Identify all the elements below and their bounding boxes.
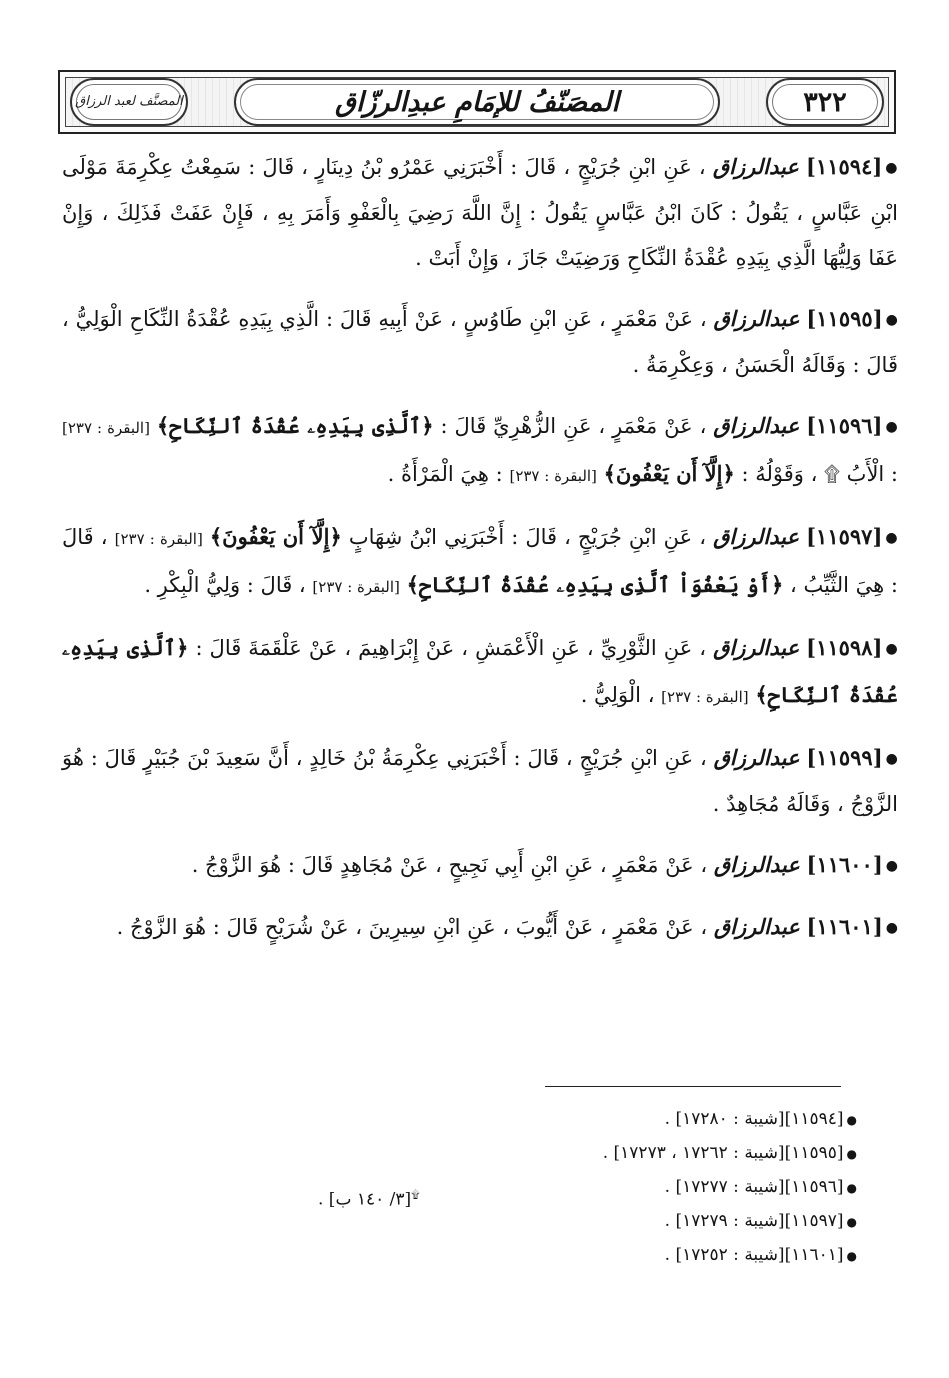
hadith-entry [58, 904, 898, 951]
footnote-number: [١١٥٩٦] [784, 1177, 844, 1197]
narrator: عبدالرزاق [713, 914, 800, 939]
footnote-number: [١١٥٩٧] [784, 1211, 844, 1231]
hadith-entry [58, 403, 898, 499]
hadith-number: [١١٥٩٤] [806, 154, 883, 179]
hadith-number: [١١٦٠٠] [806, 852, 883, 877]
folio-mark: ۩ [411, 1188, 420, 1201]
hadith-number: [١١٥٩٥] [806, 306, 883, 331]
footnote-text: [شيبة : ١٧٢٨٠] . [664, 1109, 785, 1129]
bullet-icon: ● [846, 1112, 857, 1127]
bullet-icon: ● [846, 1214, 857, 1229]
hadith-text: ، قَالَ : وَلِيُّ الْبِكْرِ . [144, 573, 306, 597]
hadith-text: ، عَنِ الثَّوْرِيِّ ، عَنِ الْأَعْمَشِ ، عَنْ إِبْرَاهِيمَ ، عَنْ عَلْقَمَةَ قَالَ : [195, 636, 707, 660]
hadith-entry [58, 842, 898, 889]
book-title-cartouche [234, 78, 720, 126]
bullet-icon: ● [846, 1180, 857, 1195]
narrator: عبدالرزاق [713, 852, 800, 877]
bullet-icon: ● [885, 751, 898, 767]
quran-verse: ﴿أَوْ يَعْفُوَاْ ٱلَّذِى بِيَدِهِۦ عُقْدَةُ ٱلنِّكَاحِ﴾ [406, 572, 784, 597]
bullet-icon: ● [885, 312, 898, 328]
quran-verse: ﴿ٱلَّذِى بِيَدِهِۦ عُقْدَةُ ٱلنِّكَاحِ﴾ [156, 413, 434, 438]
quran-verse: ﴿إِلَّآ أَن يَعْفُونَ﴾ [209, 524, 342, 549]
bullet-icon: ● [885, 530, 898, 546]
footnote [297, 1102, 857, 1136]
footnote-number: [١١٥٩٥] [784, 1143, 844, 1163]
hadith-entry [58, 296, 898, 388]
hadith-text: ، عَنْ مَعْمَرٍ ، عَنِ الزُّهْرِيِّ قَالَ : [440, 414, 707, 438]
hadith-entry [58, 625, 898, 720]
book-title: المصَنّفُ للإمَامِ عبدِالرزّاق [335, 86, 619, 118]
verse-reference: [البقرة : ٢٣٧] [661, 688, 749, 706]
footnote-number: [١١٥٩٤] [784, 1109, 844, 1129]
narrator: عبدالرزاق [713, 306, 800, 331]
hadith-number: [١١٥٩٨] [806, 635, 883, 660]
folio-reference: [٣/ ١٤٠ ب] . [318, 1189, 412, 1210]
narrator: عبدالرزاق [713, 745, 800, 770]
hadith-number: [١١٥٩٩] [806, 745, 883, 770]
footnote-text: [شيبة : ١٧٢٦٢ ، ١٧٢٧٣] . [602, 1143, 785, 1163]
logo-text: المصنَّف لعبد الرزاق [75, 94, 183, 109]
hadith-text: ، عَنِ ابْنِ جُرَيْجٍ ، قَالَ : أَخْبَرَنِي عِكْرِمَةُ بْنُ خَالِدٍ ، أَنَّ سَعِيدَ بْنَ جُبَيْرٍ قَالَ : هُوَ الزَّوْجُ ، وَقَالَهُ مُجَاهِدٌ . [62, 746, 898, 816]
hadith-text: ، عَنْ مَعْمَرٍ ، عَنْ أَيُّوبَ ، عَنِ ابْنِ سِيرِينَ ، عَنْ شُرَيْحٍ قَالَ : هُوَ الزَّوْجُ . [116, 915, 708, 939]
publisher-logo [70, 78, 188, 126]
footnote-text: [شيبة : ١٧٢٥٢] . [664, 1245, 785, 1265]
narrator: عبدالرزاق [712, 154, 799, 179]
hadith-number: [١١٦٠١] [806, 914, 883, 939]
hadith-text: : هِيَ الْمَرْأَةُ . [387, 462, 503, 486]
quran-verse: ﴿إِلَّآ أَن يَعْفُونَ﴾ [603, 461, 735, 486]
hadith-text: ، عَنْ مَعْمَرٍ ، عَنِ ابْنِ أَبِي نَجِيحٍ ، عَنْ مُجَاهِدٍ قَالَ : هُوَ الزَّوْجُ . [191, 853, 708, 877]
verse-reference: [البقرة : ٢٣٧] [312, 578, 400, 596]
hadith-number: [١١٥٩٦] [806, 413, 883, 438]
hadith-text: : الْأَبُ ۩ ، وَقَوْلُهُ : [741, 462, 898, 486]
footnote [297, 1136, 857, 1170]
page-number-medallion [766, 78, 884, 126]
bullet-icon: ● [885, 858, 898, 874]
hadith-entry [58, 514, 898, 610]
bullet-icon: ● [846, 1146, 857, 1161]
verse-reference: [البقرة : ٢٣٧] [114, 530, 203, 548]
hadith-entry [58, 735, 898, 827]
bullet-icon: ● [885, 920, 898, 936]
hadith-text: ، عَنْ مَعْمَرٍ ، عَنِ ابْنِ طَاوُسٍ ، عَنْ أَبِيهِ قَالَ : الَّذِي بِيَدِهِ عُقْدَةُ النِّكَاحِ الْوَلِيُّ ، قَالَ : وَقَالَهُ الْحَسَنُ ، وَعِكْرِمَةُ . [62, 307, 898, 377]
hadith-text: ، عَنِ ابْنِ جُرَيْجٍ ، قَالَ : أَخْبَرَنِي ابْنُ شِهَابٍ [348, 525, 706, 549]
main-text [58, 144, 898, 966]
footnote [297, 1238, 857, 1272]
hadith-text: ، عَنِ ابْنِ جُرَيْجٍ ، قَالَ : أَخْبَرَنِي عَمْرُو بْنُ دِينَارٍ ، قَالَ : سَمِعْتُ عِكْرِمَةَ مَوْلَى ابْنِ عَبَّاسٍ ، يَقُولُ : كَانَ ابْنُ عَبَّاسٍ يَقُولُ : إِنَّ اللَّهَ رَضِيَ بِالْعَفْوِ وَأَمَرَ بِهِ ، فَإِنْ عَفَتْ فَذَلِكَ ، وَإِنْ عَفَا وَلِيُّهَا الَّذِي بِيَدِهِ عُقْدَةُ النِّكَاحِ وَرَضِيَتْ جَازَ ، وَإِنْ أَبَتْ . [62, 155, 898, 270]
footnote-text: [شيبة : ١٧٢٧٩] . [664, 1211, 785, 1231]
bullet-icon: ● [885, 160, 898, 176]
narrator: عبدالرزاق [713, 524, 800, 549]
page-number: ٣٢٢ [803, 86, 847, 118]
bullet-icon: ● [885, 641, 899, 657]
footnote-divider [545, 1086, 841, 1087]
hadith-number: [١١٥٩٧] [806, 524, 883, 549]
footnote-number: [١١٦٠١] [784, 1245, 844, 1265]
verse-reference: [البقرة : ٢٣٧] [62, 419, 150, 437]
hadith-text: ، الْوَلِيُّ . [580, 683, 655, 707]
page-header [58, 70, 896, 134]
manuscript-folio-note [318, 1183, 420, 1212]
quran-verse: ﴿ٱلَّذِى بِيَدِهِۦ عُقْدَةُ ٱلنِّكَاحِ﴾ [62, 635, 898, 707]
bullet-icon: ● [846, 1248, 857, 1263]
bullet-icon: ● [885, 419, 898, 435]
narrator: عبدالرزاق [713, 635, 800, 660]
hadith-text: ، قَالَ : هِيَ الثَّيِّبُ ، [62, 525, 898, 597]
footnote-text: [شيبة : ١٧٢٧٧] . [664, 1177, 785, 1197]
hadith-entry [58, 144, 898, 281]
narrator: عبدالرزاق [713, 413, 800, 438]
verse-reference: [البقرة : ٢٣٧] [509, 467, 597, 485]
